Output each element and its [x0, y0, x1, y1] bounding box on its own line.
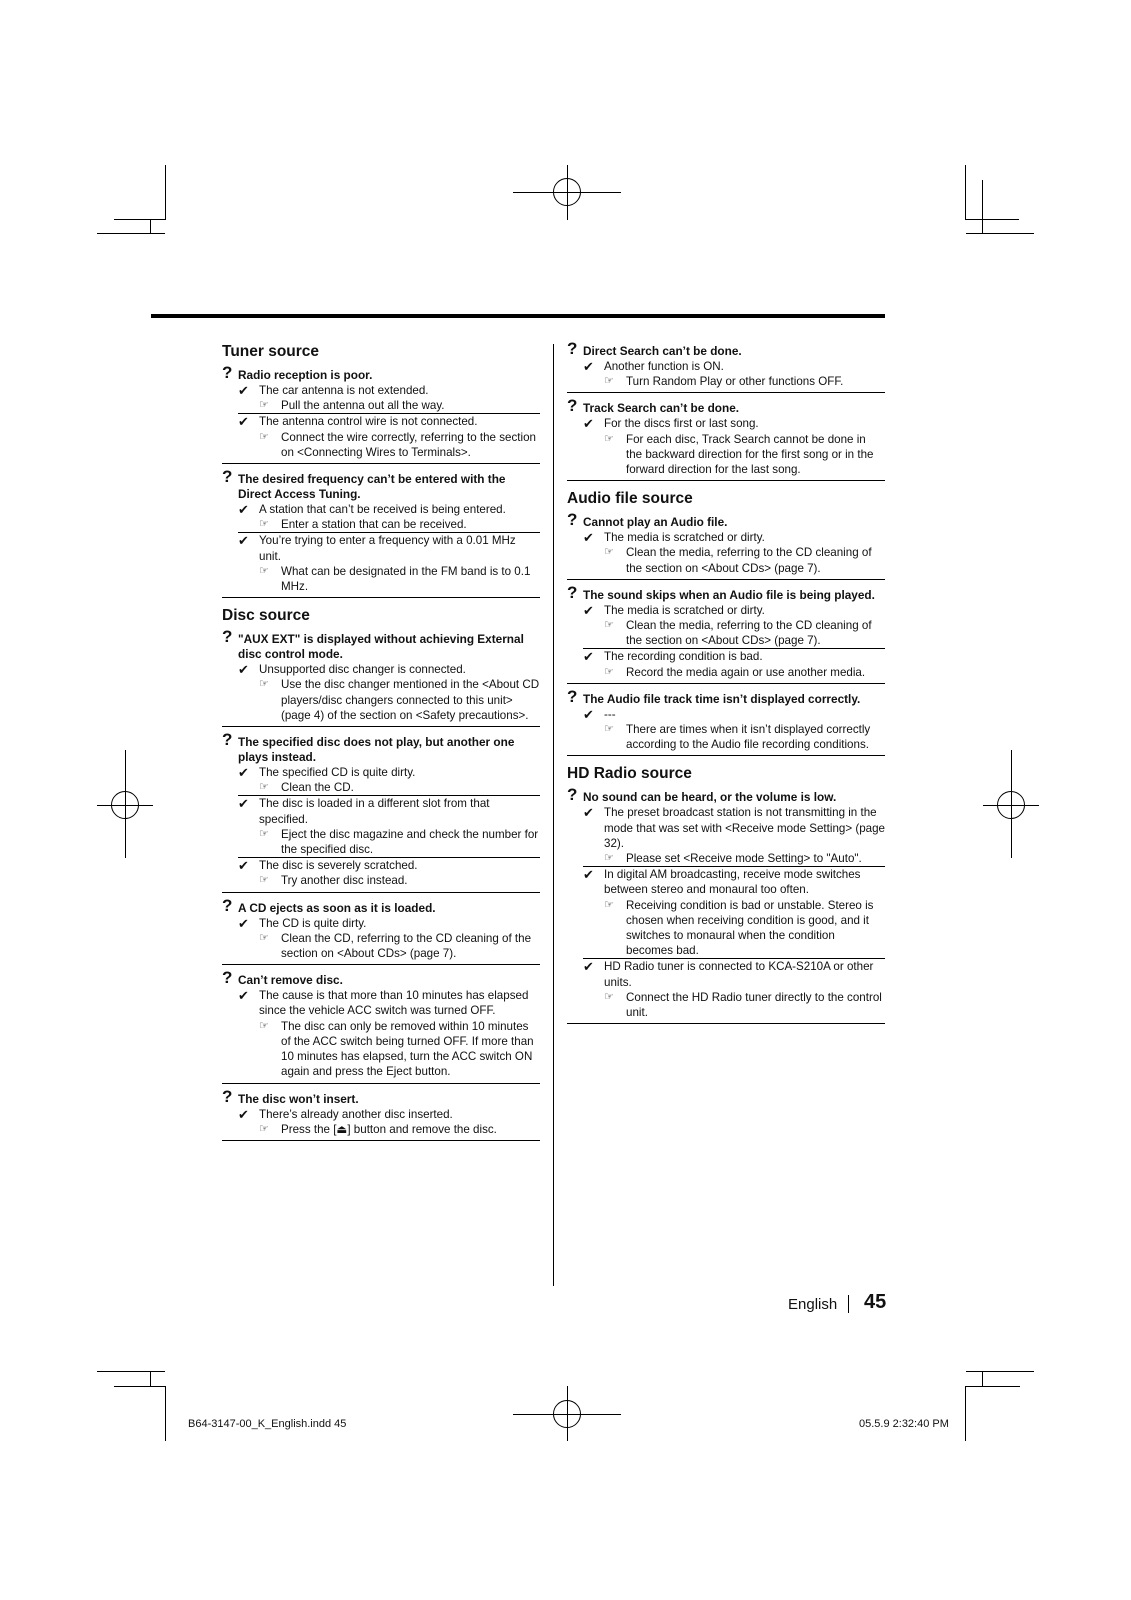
problem-question	[567, 686, 885, 707]
question-text: Can’t remove disc.	[238, 973, 343, 988]
question-text: The Audio file track time isn’t displayed correctly.	[583, 691, 861, 706]
cause-text: The disc is severely scratched.	[259, 859, 418, 873]
checkmark-icon: ✔	[583, 416, 594, 432]
remedy-text: Pull the antenna out all the way.	[281, 399, 445, 413]
section	[567, 764, 885, 1024]
pointing-hand-icon: ☞	[604, 546, 614, 559]
problem-item	[222, 895, 540, 966]
remedy-item	[567, 722, 885, 752]
question-mark-icon: ?	[567, 686, 578, 706]
question-mark-icon: ?	[222, 730, 233, 750]
remedy-text: Eject the disc magazine and check the number for the specified disc.	[281, 827, 539, 857]
problem-question	[567, 510, 885, 530]
cause-item	[222, 988, 540, 1018]
question-text: "AUX EXT" is displayed without achieving External disc control mode.	[238, 632, 524, 662]
remedy-text: Record the media again or use another media.	[626, 665, 866, 679]
question-mark-icon: ?	[567, 339, 578, 358]
question-mark-icon: ?	[567, 510, 578, 530]
question-mark-icon: ?	[222, 968, 233, 988]
checkmark-icon: ✔	[583, 959, 594, 975]
pointing-hand-icon: ☞	[259, 678, 269, 691]
pointing-hand-icon: ☞	[604, 990, 614, 1003]
footer-language: English	[788, 1296, 838, 1313]
problem-item	[567, 582, 885, 684]
cause-text: The recording condition is bad.	[604, 650, 763, 664]
question-mark-icon: ?	[222, 895, 233, 915]
pointing-hand-icon: ☞	[259, 874, 269, 887]
question-mark-icon: ?	[222, 627, 233, 647]
column-divider	[553, 344, 554, 1286]
remedy-item	[567, 618, 885, 648]
problem-item	[567, 339, 885, 393]
cause-item	[238, 857, 540, 873]
remedy-item	[222, 827, 540, 857]
remedy-text: Turn Random Play or other functions OFF.	[626, 375, 844, 389]
cause-text: Another function is ON.	[604, 360, 724, 373]
remedy-item	[567, 851, 885, 866]
problem-item	[222, 627, 540, 727]
cause-item	[222, 662, 540, 677]
remedy-item	[222, 677, 540, 723]
cause-item	[583, 648, 885, 664]
header-rule	[151, 314, 885, 318]
cause-item	[567, 603, 885, 618]
remedy-item	[222, 873, 540, 888]
cause-text: There’s already another disc inserted.	[259, 1107, 453, 1121]
checkmark-icon: ✔	[238, 533, 249, 549]
remedy-item	[567, 432, 885, 478]
question-mark-icon: ?	[567, 582, 578, 602]
remedy-text: Connect the HD Radio tuner directly to the control unit.	[626, 990, 882, 1020]
question-mark-icon: ?	[222, 467, 233, 487]
remedy-text: Use the disc changer mentioned in the <About CD players/disc changers connected to this unit> (page 4) of the section on <Safety precautions>.	[281, 678, 540, 722]
pointing-hand-icon: ☞	[604, 432, 614, 445]
checkmark-icon: ✔	[583, 706, 594, 722]
checkmark-icon: ✔	[238, 414, 249, 430]
pointing-hand-icon: ☞	[259, 931, 269, 944]
cause-text: The specified CD is quite dirty.	[259, 766, 416, 780]
problem-question	[567, 582, 885, 603]
remedy-text: Try another disc instead.	[281, 874, 408, 888]
section	[222, 606, 540, 1141]
checkmark-icon: ✔	[238, 765, 249, 781]
checkmark-icon: ✔	[583, 867, 594, 883]
problem-item	[567, 510, 885, 580]
section	[567, 489, 885, 756]
question-text: Cannot play an Audio file.	[583, 515, 728, 530]
cause-text: You’re trying to enter a frequency with a 0.01 MHz unit.	[259, 534, 516, 563]
cause-text: The preset broadcast station is not transmitting in the mode that was set with <Receive mode Setting> (page 32).	[604, 806, 885, 850]
question-text: The specified disc does not play, but another one plays instead.	[238, 735, 515, 765]
remedy-text: Enter a station that can be received.	[281, 518, 467, 532]
cause-item	[222, 916, 540, 931]
checkmark-icon: ✔	[583, 805, 594, 821]
remedy-item	[222, 564, 540, 594]
pointing-hand-icon: ☞	[604, 852, 614, 865]
cause-item	[567, 359, 885, 374]
cause-text: The media is scratched or dirty.	[604, 531, 765, 545]
problem-item	[222, 363, 540, 464]
remedy-text: The disc can only be removed within 10 minutes of the ACC switch being turned OFF. If more than 10 minutes has elapsed, turn the ACC switch ON again and press the Eject button.	[281, 1019, 534, 1079]
section-title: HD Radio source	[567, 765, 692, 783]
cause-item	[567, 530, 885, 545]
remedy-item	[222, 517, 540, 532]
checkmark-icon: ✔	[583, 359, 594, 374]
checkmark-icon: ✔	[583, 602, 594, 618]
remedy-text: Please set <Receive mode Setting> to "Auto".	[626, 852, 862, 866]
remedy-text: For each disc, Track Search cannot be done in the backward direction for the first song or in the forward direction for the last song.	[626, 432, 874, 477]
cause-item	[567, 707, 885, 722]
cause-item	[238, 532, 540, 563]
cause-text: The media is scratched or dirty.	[604, 603, 765, 617]
problem-question	[222, 1086, 540, 1107]
cause-text: HD Radio tuner is connected to KCA-S210A or other units.	[604, 960, 874, 989]
remedy-item	[222, 398, 540, 413]
question-mark-icon: ?	[222, 1086, 233, 1106]
checkmark-icon: ✔	[583, 649, 594, 665]
pointing-hand-icon: ☞	[259, 430, 269, 443]
right-column	[567, 339, 885, 1032]
cause-text: The disc is loaded in a different slot from that specified.	[259, 797, 490, 826]
footer-separator	[848, 1295, 849, 1313]
checkmark-icon: ✔	[238, 796, 249, 812]
remedy-text: Clean the CD, referring to the CD cleaning of the section on <About CDs> (page 7).	[281, 931, 532, 961]
cause-text: The car antenna is not extended.	[259, 384, 429, 397]
problem-question	[222, 968, 540, 988]
pointing-hand-icon: ☞	[604, 619, 614, 632]
problem-item	[222, 730, 540, 893]
section-title: Tuner source	[222, 343, 320, 360]
problem-item	[567, 686, 885, 757]
cause-text: A station that can’t be received is being entered.	[259, 503, 506, 517]
question-text: Radio reception is poor.	[238, 368, 373, 382]
pointing-hand-icon: ☞	[259, 827, 269, 840]
problem-item	[567, 396, 885, 481]
question-text: The desired frequency can’t be entered with the Direct Access Tuning.	[238, 472, 506, 502]
slug-filename: B64-3147-00_K_English.indd 45	[188, 1418, 347, 1430]
remedy-text: Clean the media, referring to the CD cleaning of the section on <About CDs> (page 7).	[626, 546, 872, 575]
pointing-hand-icon: ☞	[259, 781, 269, 794]
remedy-item	[567, 665, 885, 680]
question-mark-icon: ?	[567, 785, 578, 805]
question-text: A CD ejects as soon as it is loaded.	[238, 900, 436, 915]
section-title: Audio file source	[567, 490, 693, 508]
problem-question	[222, 467, 540, 502]
cause-item	[222, 383, 540, 398]
pointing-hand-icon: ☞	[604, 723, 614, 736]
pointing-hand-icon: ☞	[604, 665, 614, 678]
checkmark-icon: ✔	[238, 1106, 249, 1122]
remedy-text: Connect the wire correctly, referring to the section on <Connecting Wires to Terminals>.	[281, 430, 536, 459]
cause-item	[567, 416, 885, 431]
remedy-item	[222, 780, 540, 795]
problem-question	[567, 339, 885, 359]
checkmark-icon: ✔	[238, 383, 249, 398]
left-column	[222, 342, 540, 1149]
pointing-hand-icon: ☞	[604, 375, 614, 388]
cause-item	[222, 1107, 540, 1122]
question-text: No sound can be heard, or the volume is low.	[583, 790, 837, 805]
problem-question	[567, 396, 885, 416]
checkmark-icon: ✔	[238, 915, 249, 931]
problem-item	[222, 968, 540, 1083]
remedy-item	[567, 990, 885, 1020]
remedy-item	[567, 545, 885, 575]
cause-text: In digital AM broadcasting, receive mode switches between stereo and monaural too often.	[604, 868, 861, 897]
remedy-item	[567, 898, 885, 959]
slug-timestamp: 05.5.9 2:32:40 PM	[859, 1418, 949, 1430]
cause-item	[583, 958, 885, 989]
checkmark-icon: ✔	[238, 858, 249, 874]
remedy-text: Clean the CD.	[281, 781, 354, 795]
cause-item	[567, 805, 885, 851]
pointing-hand-icon: ☞	[604, 898, 614, 911]
remedy-text: What can be designated in the FM band is to 0.1 MHz.	[281, 564, 531, 594]
checkmark-icon: ✔	[238, 988, 249, 1004]
page-number: 45	[864, 1291, 887, 1313]
cause-text: The antenna control wire is not connected.	[259, 415, 478, 429]
remedy-item	[567, 374, 885, 389]
problem-question	[222, 627, 540, 662]
cause-text: Unsupported disc changer is connected.	[259, 663, 466, 677]
question-text: Track Search can’t be done.	[583, 401, 740, 416]
cause-item	[222, 502, 540, 517]
cause-text: For the discs first or last song.	[604, 417, 759, 431]
question-text: Direct Search can’t be done.	[583, 344, 742, 358]
remedy-item	[222, 1019, 540, 1080]
pointing-hand-icon: ☞	[259, 399, 269, 412]
section	[567, 339, 885, 481]
checkmark-icon: ✔	[583, 530, 594, 546]
remedy-text: There are times when it isn’t displayed correctly according to the Audio file recording conditions.	[626, 723, 871, 752]
cause-item	[238, 413, 540, 429]
cause-item	[222, 765, 540, 780]
problem-item	[222, 467, 540, 598]
cause-text: The cause is that more than 10 minutes has elapsed since the vehicle ACC switch was turned OFF.	[259, 989, 529, 1018]
problem-item	[222, 1086, 540, 1141]
section	[222, 342, 540, 598]
remedy-item	[222, 931, 540, 961]
pointing-hand-icon: ☞	[259, 564, 269, 577]
checkmark-icon: ✔	[238, 662, 249, 678]
problem-question	[222, 895, 540, 916]
question-mark-icon: ?	[222, 363, 233, 382]
question-text: The disc won’t insert.	[238, 1091, 359, 1106]
cause-text: ---	[604, 707, 616, 721]
cause-item	[583, 866, 885, 897]
section-title: Disc source	[222, 607, 310, 625]
remedy-text: Press the [⏏] button and remove the disc.	[281, 1122, 497, 1136]
problem-question	[222, 730, 540, 765]
cause-item	[238, 795, 540, 826]
checkmark-icon: ✔	[238, 502, 249, 518]
question-text: The sound skips when an Audio file is being played.	[583, 587, 875, 602]
remedy-item	[222, 430, 540, 460]
remedy-text: Clean the media, referring to the CD cleaning of the section on <About CDs> (page 7).	[626, 619, 872, 648]
remedy-item	[222, 1122, 540, 1137]
problem-question	[567, 785, 885, 805]
problem-question	[222, 363, 540, 383]
pointing-hand-icon: ☞	[259, 1122, 269, 1135]
pointing-hand-icon: ☞	[259, 518, 269, 531]
question-mark-icon: ?	[567, 396, 578, 416]
remedy-text: Receiving condition is bad or unstable. Stereo is chosen when receiving condition is good, and it switches to monaural when the condition becomes bad.	[626, 898, 874, 958]
cause-text: The CD is quite dirty.	[259, 916, 367, 930]
pointing-hand-icon: ☞	[259, 1019, 269, 1032]
problem-item	[567, 785, 885, 1024]
